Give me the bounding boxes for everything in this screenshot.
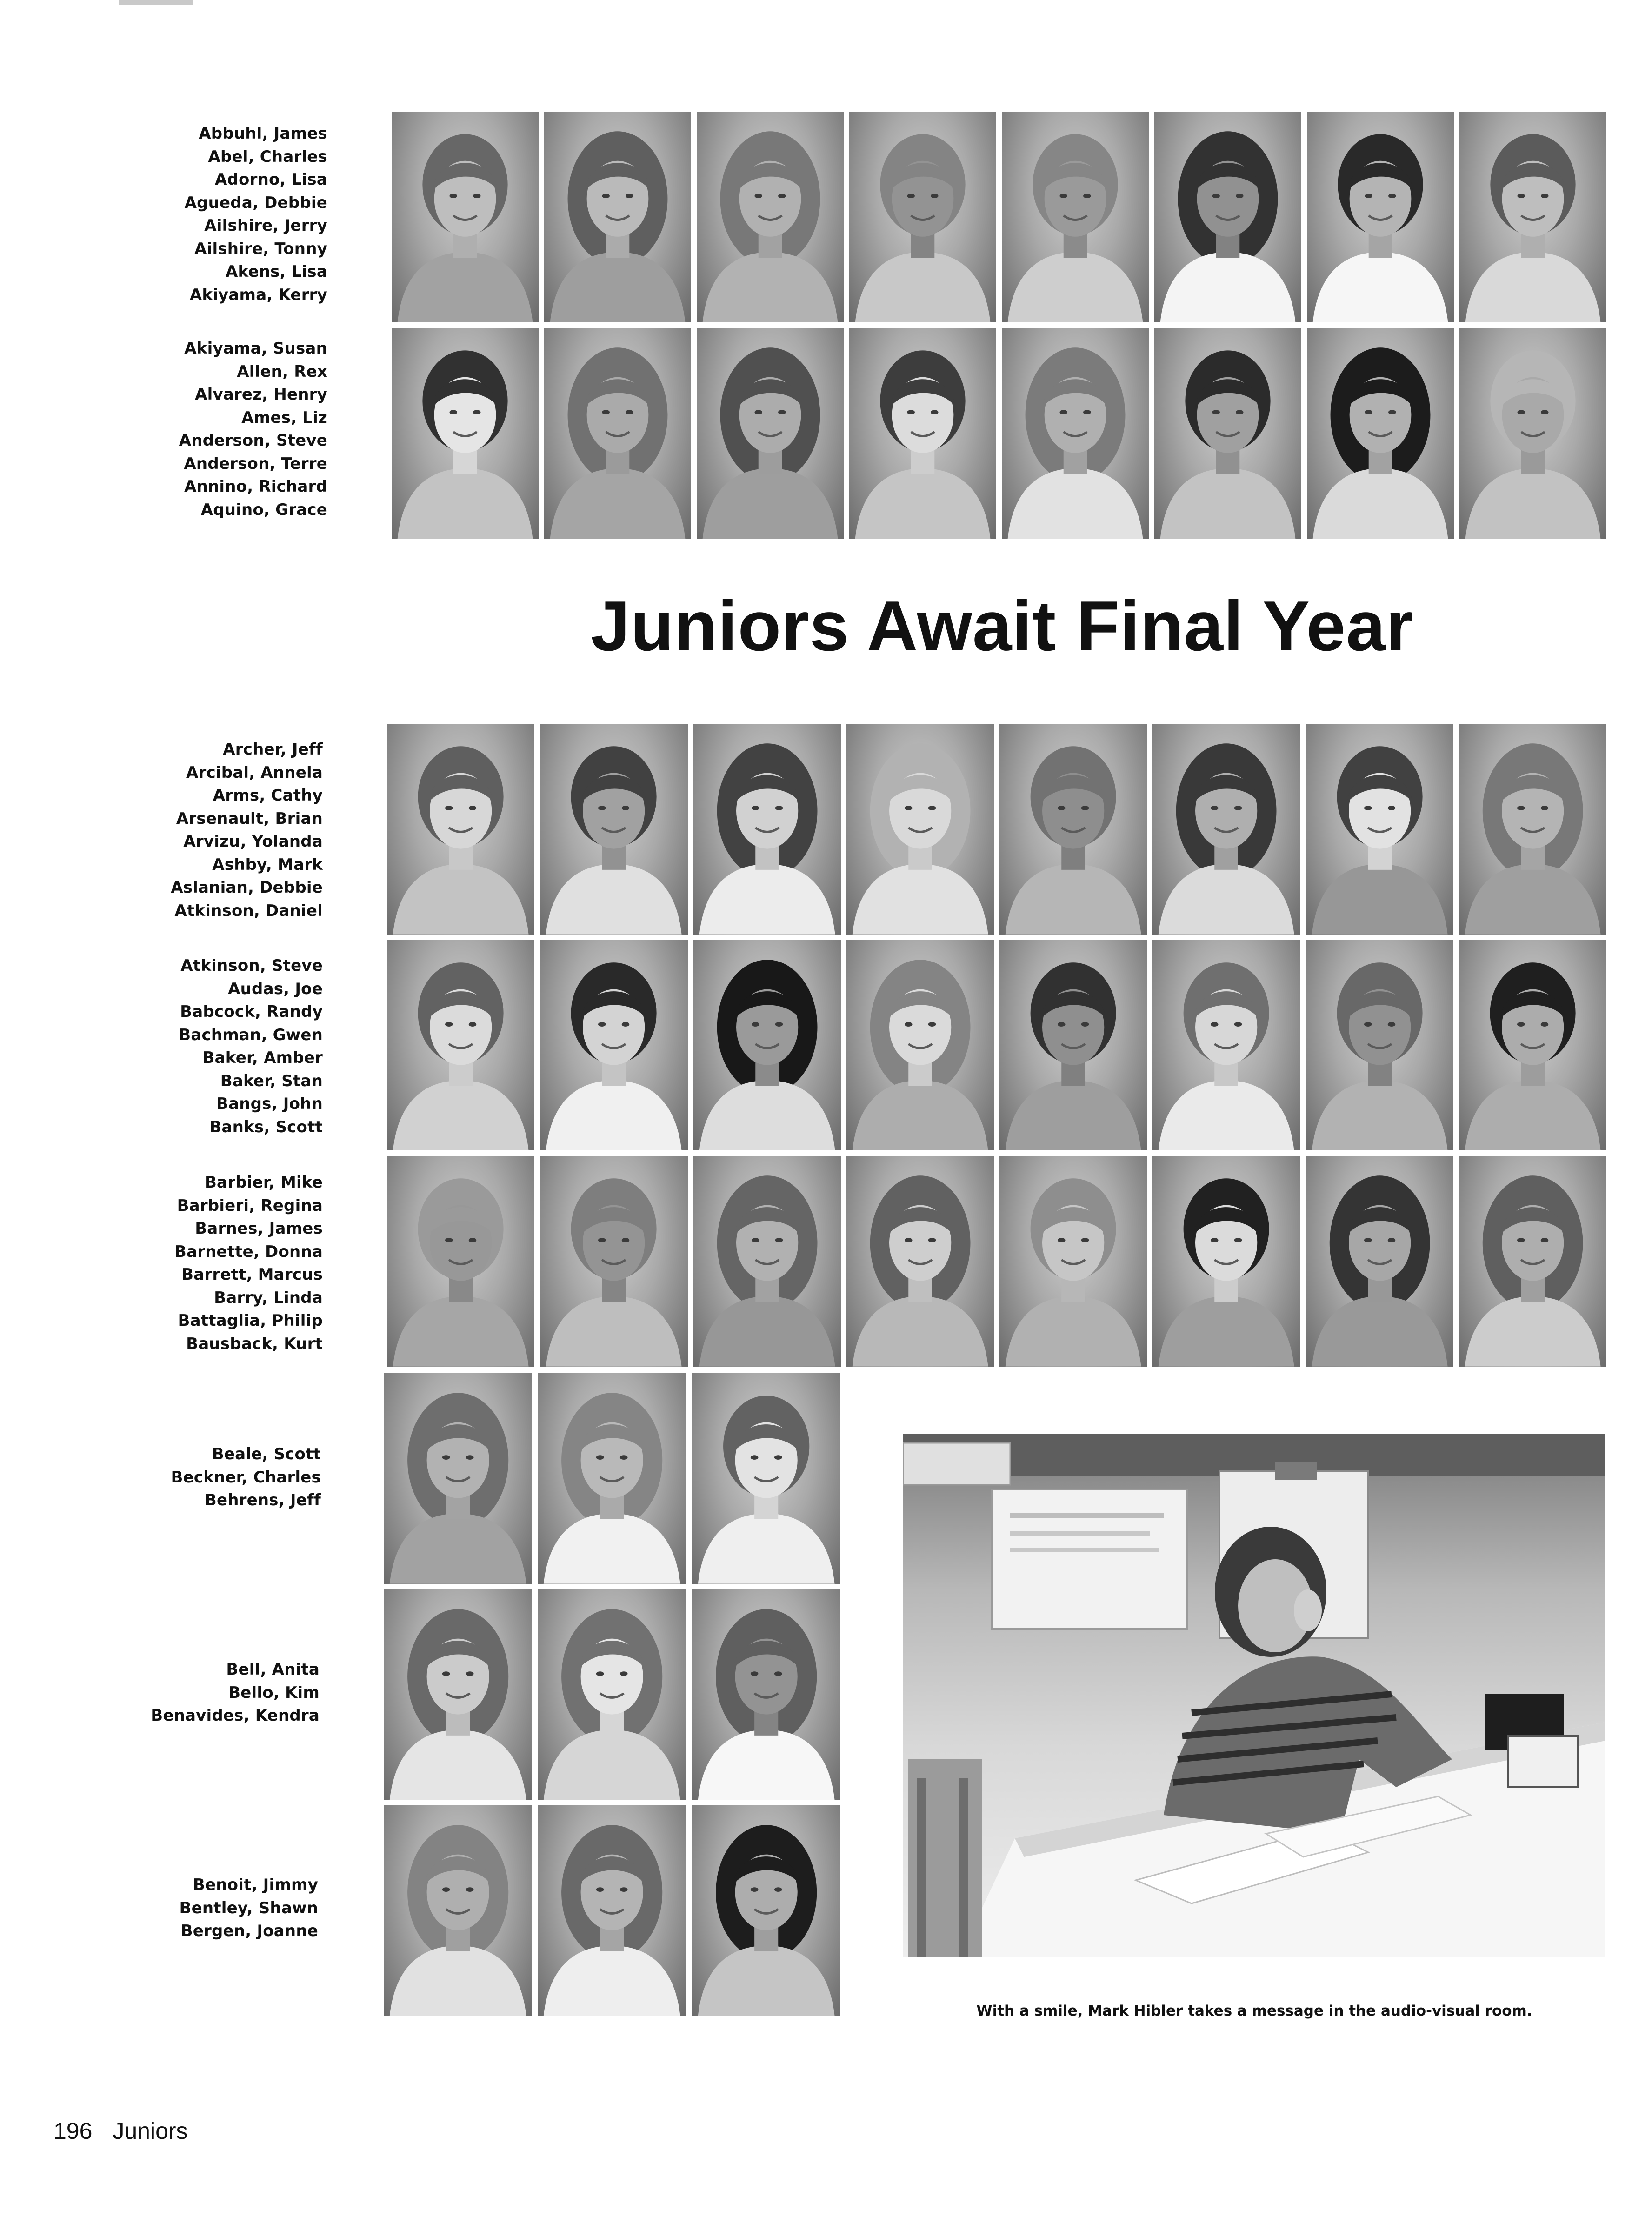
student-name: Annino, Richard — [184, 477, 327, 496]
portrait-grid-bottom — [384, 1373, 840, 2016]
student-portrait — [1307, 112, 1454, 322]
student-name: Babcock, Randy — [180, 1002, 323, 1021]
name-list-group-5 — [174, 1171, 323, 1356]
student-name: Barnes, James — [195, 1219, 323, 1238]
student-portrait — [1306, 724, 1453, 935]
student-name: Audas, Joe — [228, 979, 323, 998]
student-name: Baker, Stan — [220, 1071, 323, 1090]
student-portrait — [538, 1373, 686, 1584]
page-headline: Juniors Await Final Year — [591, 587, 1414, 666]
student-portrait — [1002, 328, 1149, 539]
student-portrait — [849, 328, 996, 539]
student-portrait — [697, 112, 844, 322]
student-portrait — [692, 1589, 840, 1800]
student-name: Abbuhl, James — [199, 124, 327, 143]
student-portrait — [692, 1373, 840, 1584]
student-portrait — [392, 112, 539, 322]
student-name: Aslanian, Debbie — [171, 878, 323, 897]
student-portrait — [1154, 328, 1301, 539]
page-folio — [53, 2117, 188, 2144]
portrait-grid-top — [392, 112, 1606, 539]
section-label: Juniors — [113, 2118, 188, 2144]
student-name: Bentley, Shawn — [179, 1898, 318, 1917]
student-portrait — [540, 724, 687, 935]
student-portrait — [999, 1156, 1147, 1367]
student-name: Barry, Linda — [214, 1288, 323, 1307]
student-portrait — [392, 328, 539, 539]
student-portrait — [999, 724, 1147, 935]
student-name: Bausback, Kurt — [186, 1334, 323, 1353]
student-portrait — [692, 1805, 840, 2016]
student-portrait — [1307, 328, 1454, 539]
name-list-group-6 — [171, 1443, 321, 1512]
student-portrait — [846, 724, 994, 935]
name-list-group-7 — [151, 1658, 320, 1728]
student-portrait — [540, 1156, 687, 1367]
student-name: Barbieri, Regina — [177, 1196, 323, 1215]
student-portrait — [544, 328, 691, 539]
student-portrait — [1459, 112, 1606, 322]
student-name: Abel, Charles — [208, 147, 327, 166]
student-portrait — [693, 940, 841, 1151]
page-edge-mark — [119, 0, 193, 5]
student-name: Akiyama, Susan — [184, 339, 327, 358]
student-name: Aquino, Grace — [200, 500, 327, 519]
student-portrait — [1459, 940, 1606, 1151]
student-name: Bergen, Joanne — [180, 1922, 318, 1940]
student-name: Behrens, Jeff — [204, 1491, 321, 1509]
student-portrait — [387, 940, 534, 1151]
student-name: Akiyama, Kerry — [189, 285, 327, 304]
name-list-group-2 — [179, 337, 327, 521]
student-name: Bello, Kim — [228, 1683, 320, 1702]
student-portrait — [1459, 1156, 1606, 1367]
name-list-group-3 — [171, 738, 323, 922]
student-portrait — [1152, 724, 1300, 935]
student-portrait — [697, 328, 844, 539]
feature-photo-illustration — [903, 1434, 1605, 1957]
student-name: Battaglia, Philip — [178, 1311, 323, 1330]
student-portrait — [387, 724, 534, 935]
student-portrait — [999, 940, 1147, 1151]
student-name: Bangs, John — [216, 1095, 323, 1113]
student-name: Beckner, Charles — [171, 1468, 321, 1487]
student-portrait — [846, 940, 994, 1151]
student-name: Ailshire, Jerry — [204, 216, 327, 235]
portrait-grid-middle — [387, 724, 1606, 1367]
student-name: Agueda, Debbie — [184, 193, 327, 212]
student-portrait — [849, 112, 996, 322]
student-portrait — [1306, 940, 1453, 1151]
student-portrait — [693, 724, 841, 935]
student-portrait — [540, 940, 687, 1151]
student-name: Baker, Amber — [202, 1048, 323, 1067]
student-name: Benavides, Kendra — [151, 1706, 320, 1725]
student-name: Bell, Anita — [226, 1660, 320, 1679]
student-portrait — [544, 112, 691, 322]
feature-photo-audio-visual-room — [903, 1434, 1605, 1957]
student-name: Ailshire, Tonny — [194, 239, 327, 258]
student-name: Ames, Liz — [241, 408, 327, 427]
student-portrait — [384, 1805, 532, 2016]
student-name: Adorno, Lisa — [215, 170, 327, 189]
student-portrait — [693, 1156, 841, 1367]
student-portrait — [384, 1589, 532, 1800]
student-portrait — [1154, 112, 1301, 322]
student-name: Archer, Jeff — [223, 740, 323, 759]
name-list-group-1 — [185, 122, 327, 307]
student-portrait — [538, 1805, 686, 2016]
student-name: Beale, Scott — [212, 1445, 321, 1463]
name-list-group-8 — [180, 1874, 318, 1943]
student-portrait — [387, 1156, 534, 1367]
student-portrait — [1152, 1156, 1300, 1367]
student-name: Ashby, Mark — [212, 855, 323, 874]
student-name: Arms, Cathy — [213, 786, 323, 805]
student-name: Anderson, Steve — [179, 431, 327, 450]
student-name: Banks, Scott — [209, 1117, 323, 1136]
photo-caption: With a smile, Mark Hibler takes a message in the audio-visual room. — [976, 2003, 1532, 2019]
student-name: Arcibal, Annela — [186, 763, 323, 782]
student-name: Atkinson, Daniel — [174, 901, 323, 920]
student-name: Barrett, Marcus — [181, 1265, 323, 1284]
student-name: Atkinson, Steve — [180, 956, 323, 975]
student-portrait — [1459, 328, 1606, 539]
student-name: Allen, Rex — [237, 362, 327, 381]
student-portrait — [846, 1156, 994, 1367]
student-name: Benoit, Jimmy — [193, 1876, 318, 1894]
student-portrait — [1306, 1156, 1453, 1367]
student-portrait — [1152, 940, 1300, 1151]
name-list-group-4 — [179, 955, 323, 1139]
student-name: Barnette, Donna — [174, 1242, 323, 1261]
student-name: Akens, Lisa — [226, 262, 327, 281]
student-name: Barbier, Mike — [204, 1173, 323, 1192]
page-number: 196 — [53, 2118, 93, 2144]
student-portrait — [538, 1589, 686, 1800]
student-name: Arsenault, Brian — [176, 809, 323, 828]
student-name: Alvarez, Henry — [195, 385, 327, 404]
student-portrait — [1002, 112, 1149, 322]
student-portrait — [1459, 724, 1606, 935]
student-name: Anderson, Terre — [184, 454, 327, 473]
student-portrait — [384, 1373, 532, 1584]
student-name: Bachman, Gwen — [179, 1025, 323, 1044]
student-name: Arvizu, Yolanda — [183, 832, 323, 851]
